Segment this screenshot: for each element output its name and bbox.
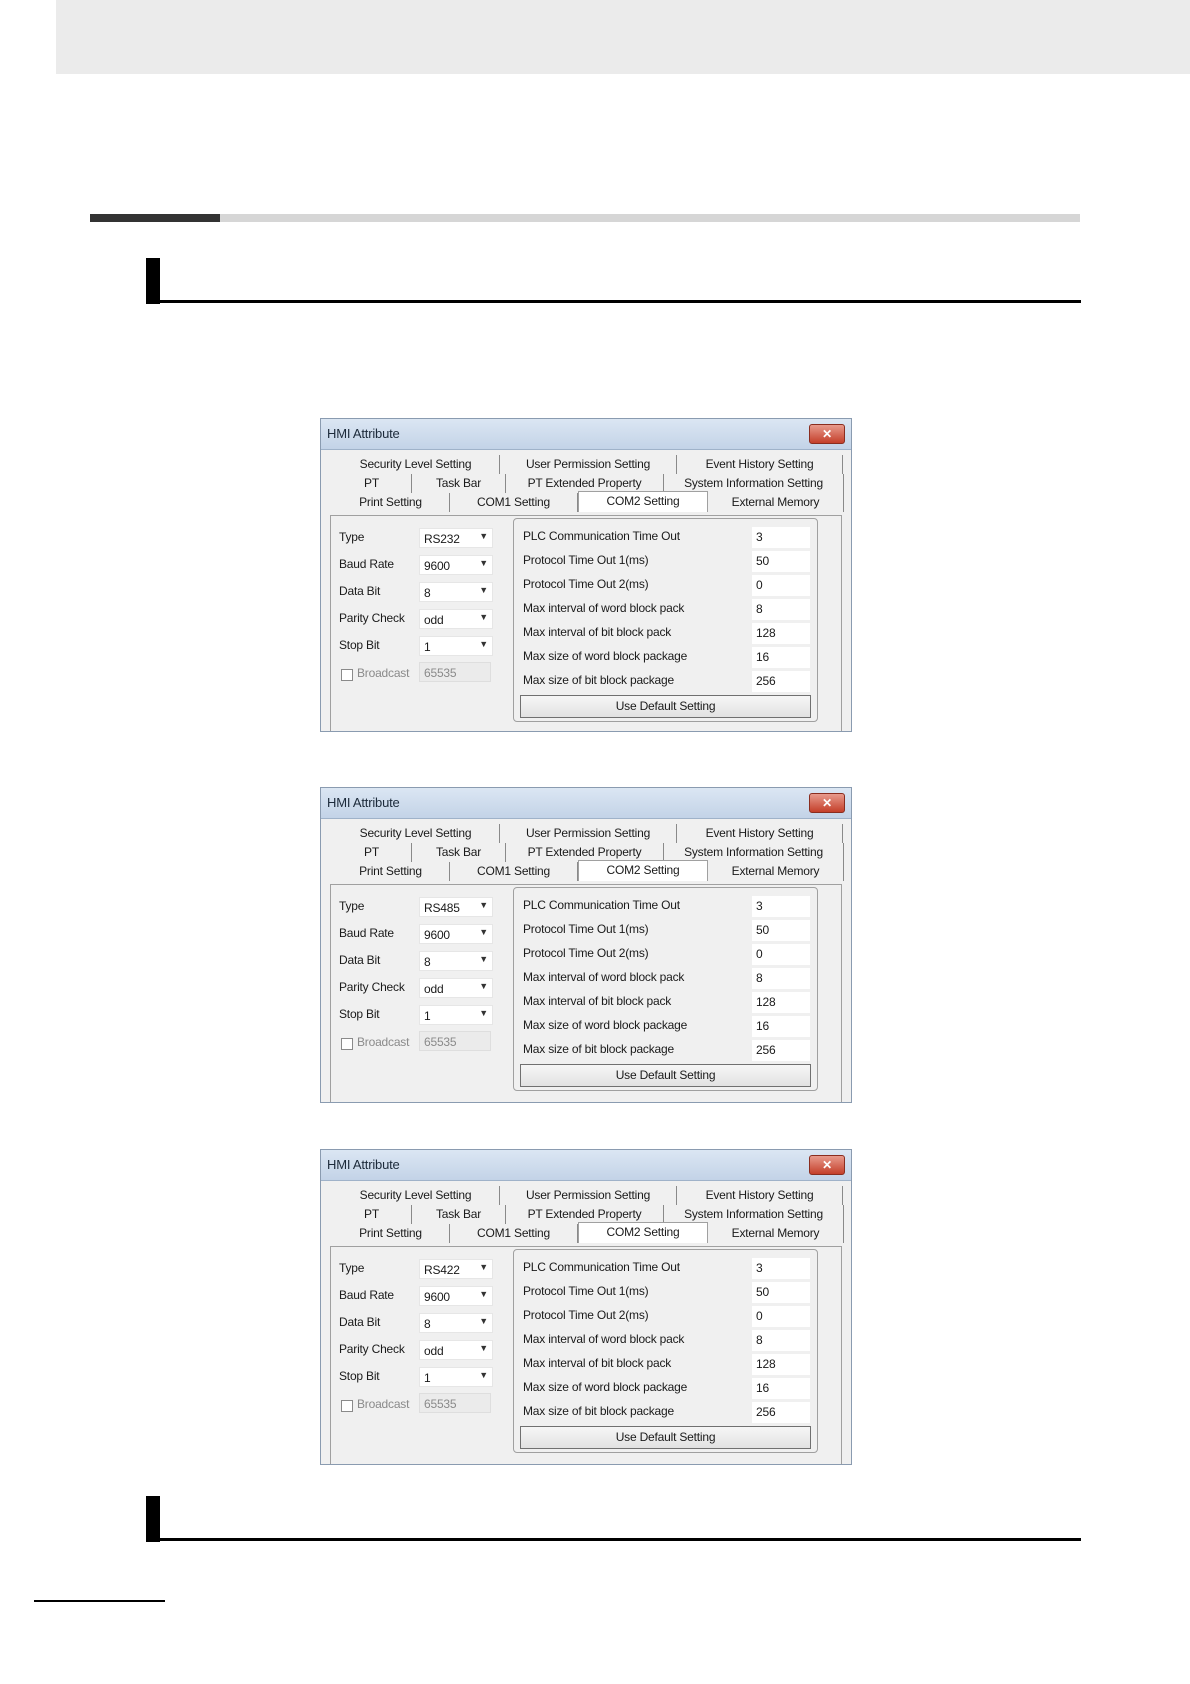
param-value: 3: [756, 530, 763, 544]
param-value: 256: [756, 1043, 776, 1057]
chevron-down-icon[interactable]: ▼: [479, 927, 488, 937]
param-input[interactable]: [752, 671, 810, 692]
param-value: 0: [756, 947, 763, 961]
protocol-parameters-group: [513, 1249, 818, 1453]
tab-task-bar[interactable]: Task Bar: [412, 843, 506, 862]
param-label: Max size of bit block package: [523, 673, 674, 687]
com2-settings-panel: [330, 884, 842, 1103]
param-value: 8: [756, 1333, 763, 1347]
footer-rule: [34, 1600, 165, 1602]
protocol-parameters-group: [513, 887, 818, 1091]
broadcast-label: Broadcast: [357, 1035, 410, 1049]
tab-user-permission-setting[interactable]: User Permission Setting: [500, 455, 677, 474]
baud-rate-value: 9600: [424, 928, 450, 942]
tab-com1-setting[interactable]: COM1 Setting: [450, 862, 578, 881]
close-button[interactable]: ✕: [809, 424, 845, 444]
broadcast-label: Broadcast: [357, 666, 410, 680]
tab-event-history-setting[interactable]: Event History Setting: [677, 824, 843, 843]
parity-check-label: Parity Check: [339, 1342, 405, 1356]
tab-system-information-setting[interactable]: System Information Setting: [664, 474, 844, 493]
tab-security-level-setting[interactable]: Security Level Setting: [332, 1186, 500, 1205]
param-input[interactable]: [752, 527, 810, 548]
tab-event-history-setting[interactable]: Event History Setting: [677, 1186, 843, 1205]
param-input[interactable]: [752, 1016, 810, 1037]
param-input[interactable]: [752, 575, 810, 596]
tab-external-memory[interactable]: External Memory: [708, 862, 844, 881]
chevron-down-icon[interactable]: ▼: [479, 639, 488, 649]
param-value: 256: [756, 674, 776, 688]
param-input[interactable]: [752, 623, 810, 644]
baud-rate-label: Baud Rate: [339, 926, 394, 940]
dialog-title: HMI Attribute: [327, 1157, 400, 1172]
section-heading-rule: [146, 1538, 1081, 1541]
type-value: RS232: [424, 532, 460, 546]
param-label: Max size of word block package: [523, 649, 688, 663]
tab-com1-setting[interactable]: COM1 Setting: [450, 1224, 578, 1243]
broadcast-address-field: [419, 662, 491, 682]
dialog-title: HMI Attribute: [327, 426, 400, 441]
chapter-rule: [220, 214, 1080, 222]
type-value: RS485: [424, 901, 460, 915]
type-label: Type: [339, 530, 365, 544]
param-value: 8: [756, 602, 763, 616]
baud-rate-label: Baud Rate: [339, 1288, 394, 1302]
page-header-band: [56, 0, 1190, 74]
type-label: Type: [339, 899, 365, 913]
parity-check-select[interactable]: [419, 609, 493, 629]
param-input[interactable]: [752, 1330, 810, 1351]
param-input[interactable]: [752, 1378, 810, 1399]
chevron-down-icon[interactable]: ▼: [479, 1262, 488, 1272]
tab-event-history-setting[interactable]: Event History Setting: [677, 455, 843, 474]
param-value: 3: [756, 1261, 763, 1275]
stop-bit-value: 1: [424, 1371, 431, 1385]
use-default-setting-button[interactable]: Use Default Setting: [520, 1064, 811, 1087]
tab-com1-setting[interactable]: COM1 Setting: [450, 493, 578, 512]
broadcast-checkbox[interactable]: [341, 669, 353, 681]
tab-com2-setting[interactable]: COM2 Setting: [578, 1222, 708, 1243]
stop-bit-label: Stop Bit: [339, 638, 380, 652]
chevron-down-icon[interactable]: ▼: [479, 1343, 488, 1353]
param-input[interactable]: [752, 896, 810, 917]
param-label: Max interval of bit block pack: [523, 994, 672, 1008]
broadcast-address-value: 65535: [424, 1397, 457, 1411]
tab-pt-extended-property[interactable]: PT Extended Property: [506, 1205, 664, 1224]
data-bit-label: Data Bit: [339, 584, 381, 598]
param-value: 3: [756, 899, 763, 913]
tab-print-setting[interactable]: Print Setting: [332, 862, 450, 881]
baud-rate-value: 9600: [424, 1290, 450, 1304]
chevron-down-icon[interactable]: ▼: [479, 1370, 488, 1380]
parity-check-value: odd: [424, 613, 444, 627]
broadcast-checkbox[interactable]: [341, 1400, 353, 1412]
title-bar[interactable]: [321, 419, 851, 450]
data-bit-label: Data Bit: [339, 1315, 381, 1329]
tab-user-permission-setting[interactable]: User Permission Setting: [500, 1186, 677, 1205]
param-value: 50: [756, 554, 769, 568]
tab-strip: [332, 824, 841, 884]
param-value: 8: [756, 971, 763, 985]
param-label: Max interval of word block pack: [523, 601, 685, 615]
baud-rate-label: Baud Rate: [339, 557, 394, 571]
tab-external-memory[interactable]: External Memory: [708, 493, 844, 512]
title-bar[interactable]: [321, 788, 851, 819]
use-default-setting-button[interactable]: Use Default Setting: [520, 1426, 811, 1449]
parity-check-select[interactable]: [419, 978, 493, 998]
param-label: Max size of word block package: [523, 1018, 688, 1032]
dialog-title: HMI Attribute: [327, 795, 400, 810]
type-select[interactable]: [419, 1259, 493, 1279]
chevron-down-icon[interactable]: ▼: [479, 558, 488, 568]
param-value: 0: [756, 578, 763, 592]
param-value: 16: [756, 650, 769, 664]
broadcast-checkbox[interactable]: [341, 1038, 353, 1050]
parity-check-select[interactable]: [419, 1340, 493, 1360]
data-bit-value: 8: [424, 955, 431, 969]
use-default-setting-button[interactable]: Use Default Setting: [520, 695, 811, 718]
param-label: Protocol Time Out 2(ms): [523, 946, 649, 960]
tab-pt[interactable]: PT: [332, 843, 412, 862]
tab-strip: [332, 455, 841, 515]
tab-pt[interactable]: PT: [332, 474, 412, 493]
hmi-attribute-dialog-rs422: [320, 1149, 852, 1465]
hmi-attribute-dialog-rs485: [320, 787, 852, 1103]
tab-com2-setting[interactable]: COM2 Setting: [578, 860, 708, 881]
parity-check-value: odd: [424, 1344, 444, 1358]
tab-row: [332, 824, 841, 843]
stop-bit-label: Stop Bit: [339, 1007, 380, 1021]
baud-rate-select[interactable]: [419, 555, 493, 575]
param-label: Max interval of bit block pack: [523, 625, 672, 639]
baud-rate-select[interactable]: [419, 924, 493, 944]
param-input[interactable]: [752, 647, 810, 668]
param-input[interactable]: [752, 992, 810, 1013]
tab-security-level-setting[interactable]: Security Level Setting: [332, 455, 500, 474]
param-label: Max size of bit block package: [523, 1042, 674, 1056]
tab-external-memory[interactable]: External Memory: [708, 1224, 844, 1243]
chevron-down-icon[interactable]: ▼: [479, 1316, 488, 1326]
param-value: 128: [756, 995, 776, 1009]
tab-row: [332, 455, 841, 474]
stop-bit-select[interactable]: [419, 1367, 493, 1387]
param-value: 256: [756, 1405, 776, 1419]
chevron-down-icon[interactable]: ▼: [479, 1008, 488, 1018]
param-label: Max size of word block package: [523, 1380, 688, 1394]
chevron-down-icon[interactable]: ▼: [479, 1289, 488, 1299]
tab-pt-extended-property[interactable]: PT Extended Property: [506, 474, 664, 493]
com2-settings-panel: [330, 1246, 842, 1465]
broadcast-address-value: 65535: [424, 1035, 457, 1049]
chevron-down-icon[interactable]: ▼: [479, 900, 488, 910]
stop-bit-select[interactable]: [419, 1005, 493, 1025]
param-label: Protocol Time Out 1(ms): [523, 1284, 649, 1298]
param-value: 0: [756, 1309, 763, 1323]
data-bit-select[interactable]: [419, 1313, 493, 1333]
type-label: Type: [339, 1261, 365, 1275]
stop-bit-label: Stop Bit: [339, 1369, 380, 1383]
protocol-parameters-group: [513, 518, 818, 722]
type-select[interactable]: [419, 897, 493, 917]
data-bit-value: 8: [424, 586, 431, 600]
param-label: Max size of bit block package: [523, 1404, 674, 1418]
section-heading-rule: [146, 300, 1081, 303]
param-value: 50: [756, 1285, 769, 1299]
close-button[interactable]: ✕: [809, 1155, 845, 1175]
data-bit-select[interactable]: [419, 951, 493, 971]
param-value: 128: [756, 626, 776, 640]
param-input[interactable]: [752, 920, 810, 941]
tab-system-information-setting[interactable]: System Information Setting: [664, 843, 844, 862]
tab-pt-extended-property[interactable]: PT Extended Property: [506, 843, 664, 862]
parity-check-value: odd: [424, 982, 444, 996]
stop-bit-value: 1: [424, 640, 431, 654]
broadcast-address-value: 65535: [424, 666, 457, 680]
param-label: Protocol Time Out 2(ms): [523, 577, 649, 591]
tab-print-setting[interactable]: Print Setting: [332, 1224, 450, 1243]
title-bar[interactable]: [321, 1150, 851, 1181]
chevron-down-icon[interactable]: ▼: [479, 585, 488, 595]
param-label: Protocol Time Out 1(ms): [523, 553, 649, 567]
param-label: PLC Communication Time Out: [523, 529, 680, 543]
tab-row: [332, 1224, 841, 1243]
param-label: Max interval of word block pack: [523, 970, 685, 984]
param-input[interactable]: [752, 599, 810, 620]
com2-settings-panel: [330, 515, 842, 732]
chapter-rule-accent: [90, 214, 220, 222]
tab-print-setting[interactable]: Print Setting: [332, 493, 450, 512]
param-input[interactable]: [752, 1040, 810, 1061]
data-bit-value: 8: [424, 1317, 431, 1331]
param-input[interactable]: [752, 1282, 810, 1303]
parity-check-label: Parity Check: [339, 980, 405, 994]
param-value: 16: [756, 1019, 769, 1033]
data-bit-label: Data Bit: [339, 953, 381, 967]
chevron-down-icon[interactable]: ▼: [479, 981, 488, 991]
param-input[interactable]: [752, 944, 810, 965]
param-input[interactable]: [752, 551, 810, 572]
tab-row: [332, 862, 841, 881]
type-value: RS422: [424, 1263, 460, 1277]
close-button[interactable]: ✕: [809, 793, 845, 813]
tab-pt[interactable]: PT: [332, 1205, 412, 1224]
tab-row: [332, 1186, 841, 1205]
param-value: 16: [756, 1381, 769, 1395]
hmi-attribute-dialog-rs232: [320, 418, 852, 732]
param-input[interactable]: [752, 1402, 810, 1423]
param-label: Max interval of bit block pack: [523, 1356, 672, 1370]
param-label: PLC Communication Time Out: [523, 898, 680, 912]
tab-user-permission-setting[interactable]: User Permission Setting: [500, 824, 677, 843]
chevron-down-icon[interactable]: ▼: [479, 531, 488, 541]
baud-rate-value: 9600: [424, 559, 450, 573]
tab-security-level-setting[interactable]: Security Level Setting: [332, 824, 500, 843]
param-input[interactable]: [752, 1354, 810, 1375]
param-input[interactable]: [752, 968, 810, 989]
param-input[interactable]: [752, 1306, 810, 1327]
param-label: Protocol Time Out 1(ms): [523, 922, 649, 936]
stop-bit-select[interactable]: [419, 636, 493, 656]
param-value: 50: [756, 923, 769, 937]
tab-system-information-setting[interactable]: System Information Setting: [664, 1205, 844, 1224]
param-input[interactable]: [752, 1258, 810, 1279]
section-marker: [146, 1496, 160, 1542]
type-select[interactable]: [419, 528, 493, 548]
data-bit-select[interactable]: [419, 582, 493, 602]
broadcast-address-field: [419, 1031, 491, 1051]
param-label: Protocol Time Out 2(ms): [523, 1308, 649, 1322]
param-label: PLC Communication Time Out: [523, 1260, 680, 1274]
broadcast-address-field: [419, 1393, 491, 1413]
tab-task-bar[interactable]: Task Bar: [412, 1205, 506, 1224]
tab-row: [332, 493, 841, 512]
param-value: 128: [756, 1357, 776, 1371]
tab-task-bar[interactable]: Task Bar: [412, 474, 506, 493]
stop-bit-value: 1: [424, 1009, 431, 1023]
parity-check-label: Parity Check: [339, 611, 405, 625]
chevron-down-icon[interactable]: ▼: [479, 954, 488, 964]
chevron-down-icon[interactable]: ▼: [479, 612, 488, 622]
param-label: Max interval of word block pack: [523, 1332, 685, 1346]
tab-com2-setting[interactable]: COM2 Setting: [578, 491, 708, 512]
baud-rate-select[interactable]: [419, 1286, 493, 1306]
tab-strip: [332, 1186, 841, 1246]
section-marker: [146, 258, 160, 304]
broadcast-label: Broadcast: [357, 1397, 410, 1411]
